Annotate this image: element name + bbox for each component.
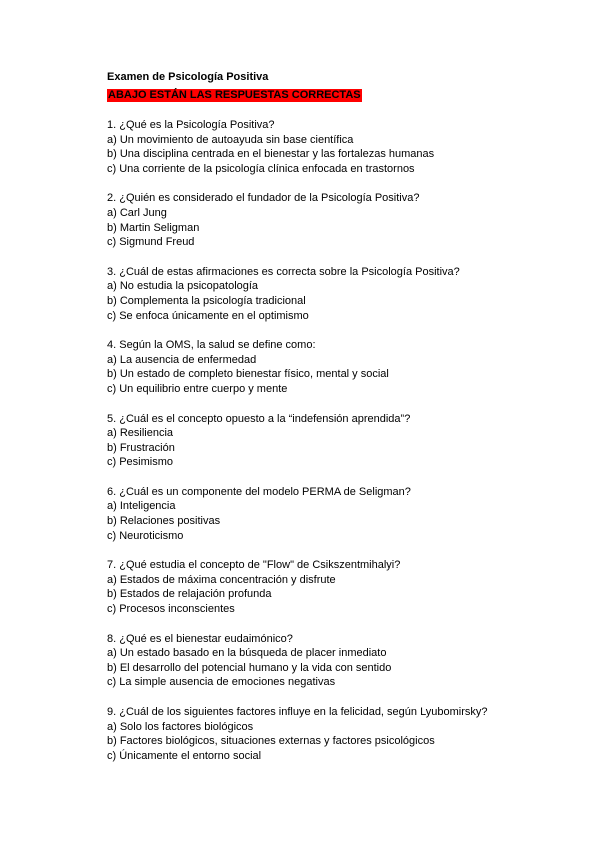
option-b: b) El desarrollo del potencial humano y la vida con sentido — [107, 661, 392, 674]
option-a: a) Un movimiento de autoayuda sin base científica — [107, 133, 354, 146]
exam-document — [107, 70, 577, 763]
document-title: Examen de Psicología Positiva — [107, 71, 269, 83]
option-a: a) Estados de máxima concentración y disfrute — [107, 573, 336, 586]
option-a: a) Carl Jung — [107, 206, 167, 219]
option-b: b) Frustración — [107, 441, 175, 454]
option-b: b) Complementa la psicología tradicional — [107, 294, 306, 307]
option-b: b) Una disciplina centrada en el bienestar y las fortalezas humanas — [107, 148, 435, 161]
option-c: c) Una corriente de la psicología clínica enfocada en trastornos — [107, 162, 415, 175]
question-text: 4. Según la OMS, la salud se define como: — [107, 339, 316, 352]
option-a: a) Solo los factores biológicos — [107, 720, 254, 733]
question-block — [107, 632, 577, 690]
question-text: 7. ¿Qué estudia el concepto de "Flow" de Csikszentmihalyi? — [107, 559, 401, 572]
question-block — [107, 191, 577, 249]
option-b: b) Martin Seligman — [107, 221, 200, 234]
option-c: c) Únicamente el entorno social — [107, 749, 262, 762]
question-block — [107, 265, 577, 323]
option-c: c) Sigmund Freud — [107, 236, 195, 249]
option-a: a) No estudia la psicopatología — [107, 280, 259, 293]
option-b: b) Factores biológicos, situaciones externas y factores psicológicos — [107, 735, 435, 748]
option-c: c) La simple ausencia de emociones negativas — [107, 676, 336, 689]
question-block — [107, 412, 577, 470]
option-b: b) Estados de relajación profunda — [107, 588, 272, 601]
question-block — [107, 485, 577, 543]
option-a: a) Inteligencia — [107, 500, 176, 513]
question-text: 3. ¿Cuál de estas afirmaciones es correcta sobre la Psicología Positiva? — [107, 265, 460, 278]
answers-banner: ABAJO ESTÁN LAS RESPUESTAS CORRECTAS — [108, 89, 361, 101]
option-a: a) La ausencia de enfermedad — [107, 353, 257, 366]
question-text: 2. ¿Quién es considerado el fundador de la Psicología Positiva? — [107, 192, 420, 205]
option-c: c) Se enfoca únicamente en el optimismo — [107, 309, 309, 322]
option-a: a) Resiliencia — [107, 427, 174, 440]
question-text: 6. ¿Cuál es un componente del modelo PERMA de Seligman? — [107, 485, 411, 498]
question-block — [107, 118, 577, 176]
question-block — [107, 705, 577, 763]
option-c: c) Pesimismo — [107, 456, 174, 469]
option-b: b) Relaciones positivas — [107, 515, 221, 528]
question-text: 9. ¿Cuál de los siguientes factores influye en la felicidad, según Lyubomirsky? — [107, 706, 488, 718]
question-block — [107, 558, 577, 616]
question-text: 8. ¿Qué es el bienestar eudaimónico? — [107, 632, 293, 645]
option-c: c) Neuroticismo — [107, 529, 184, 542]
option-c: c) Un equilibrio entre cuerpo y mente — [107, 382, 288, 395]
option-a: a) Un estado basado en la búsqueda de placer inmediato — [107, 647, 387, 660]
option-c: c) Procesos inconscientes — [107, 603, 235, 616]
option-b: b) Un estado de completo bienestar físico, mental y social — [107, 368, 389, 381]
question-text: 1. ¿Qué es la Psicología Positiva? — [107, 119, 275, 131]
question-text: 5. ¿Cuál es el concepto opuesto a la “indefensión aprendida”? — [107, 412, 411, 425]
question-block — [107, 338, 577, 396]
